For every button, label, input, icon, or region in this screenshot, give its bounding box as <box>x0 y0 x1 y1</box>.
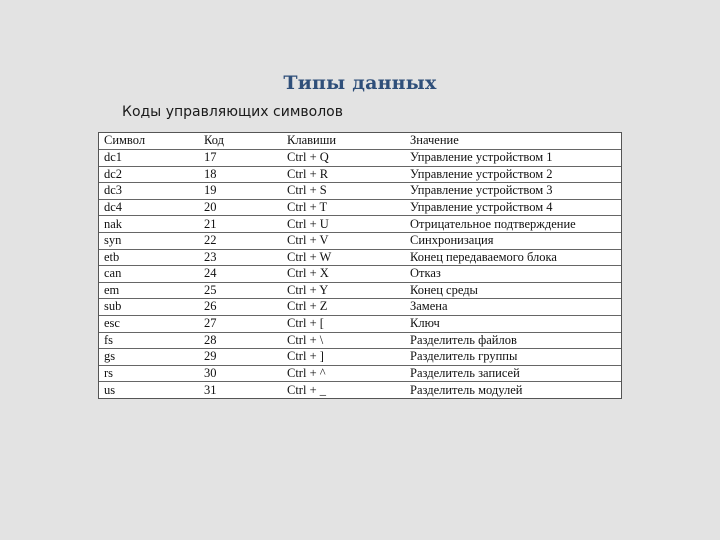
cell-keys: Ctrl + Z <box>282 299 405 316</box>
table-row <box>99 183 621 200</box>
cell-symbol: fs <box>99 332 199 349</box>
cell-symbol: us <box>99 382 199 399</box>
cell-code: 25 <box>199 282 282 299</box>
table-row <box>99 249 621 266</box>
table-row <box>99 332 621 349</box>
table-row <box>99 365 621 382</box>
cell-keys: Ctrl + Q <box>282 150 405 167</box>
table-row <box>99 216 621 233</box>
cell-meaning: Управление устройством 1 <box>405 150 621 167</box>
cell-symbol: dc1 <box>99 150 199 167</box>
cell-symbol: etb <box>99 249 199 266</box>
cell-symbol: sub <box>99 299 199 316</box>
slide-title: Типы данных <box>283 72 437 94</box>
table-row <box>99 282 621 299</box>
header-code: Код <box>204 133 224 148</box>
cell-meaning: Замена <box>405 299 621 316</box>
cell-keys: Ctrl + R <box>282 166 405 183</box>
table-row <box>99 199 621 216</box>
cell-keys: Ctrl + V <box>282 233 405 250</box>
cell-symbol: can <box>99 266 199 283</box>
cell-meaning: Разделитель записей <box>405 365 621 382</box>
cell-code: 30 <box>199 365 282 382</box>
cell-code: 19 <box>199 183 282 200</box>
table-row <box>99 233 621 250</box>
cell-meaning: Конец среды <box>405 282 621 299</box>
cell-code: 28 <box>199 332 282 349</box>
cell-keys: Ctrl + U <box>282 216 405 233</box>
table-row <box>99 382 621 399</box>
cell-keys: Ctrl + W <box>282 249 405 266</box>
cell-symbol: nak <box>99 216 199 233</box>
cell-keys: Ctrl + ^ <box>282 365 405 382</box>
header-keys: Клавиши <box>287 133 337 148</box>
cell-code: 20 <box>199 199 282 216</box>
table-row <box>99 150 621 167</box>
table-row <box>99 316 621 333</box>
cell-meaning: Разделитель группы <box>405 349 621 366</box>
table-row <box>99 166 621 183</box>
cell-keys: Ctrl + Y <box>282 282 405 299</box>
cell-symbol: rs <box>99 365 199 382</box>
cell-code: 22 <box>199 233 282 250</box>
cell-code: 27 <box>199 316 282 333</box>
cell-symbol: dc3 <box>99 183 199 200</box>
cell-code: 17 <box>199 150 282 167</box>
cell-symbol: syn <box>99 233 199 250</box>
table-row <box>99 299 621 316</box>
cell-symbol: esc <box>99 316 199 333</box>
table-row <box>99 349 621 366</box>
cell-meaning: Управление устройством 4 <box>405 199 621 216</box>
cell-symbol: gs <box>99 349 199 366</box>
cell-code: 26 <box>199 299 282 316</box>
cell-code: 23 <box>199 249 282 266</box>
control-codes-table <box>98 132 622 399</box>
cell-meaning: Конец передаваемого блока <box>405 249 621 266</box>
cell-meaning: Отрицательное подтверждение <box>405 216 621 233</box>
cell-meaning: Синхронизация <box>405 233 621 250</box>
cell-keys: Ctrl + \ <box>282 332 405 349</box>
table-header-row <box>99 133 621 150</box>
header-symbol: Символ <box>104 133 146 148</box>
header-meaning: Значение <box>410 133 459 148</box>
table-row <box>99 266 621 283</box>
cell-meaning: Разделитель модулей <box>405 382 621 399</box>
cell-symbol: dc4 <box>99 199 199 216</box>
cell-keys: Ctrl + ] <box>282 349 405 366</box>
cell-code: 21 <box>199 216 282 233</box>
cell-meaning: Управление устройством 2 <box>405 166 621 183</box>
cell-meaning: Управление устройством 3 <box>405 183 621 200</box>
cell-keys: Ctrl + [ <box>282 316 405 333</box>
cell-keys: Ctrl + T <box>282 199 405 216</box>
cell-symbol: dc2 <box>99 166 199 183</box>
cell-meaning: Отказ <box>405 266 621 283</box>
cell-keys: Ctrl + X <box>282 266 405 283</box>
cell-code: 18 <box>199 166 282 183</box>
cell-code: 29 <box>199 349 282 366</box>
cell-meaning: Разделитель файлов <box>405 332 621 349</box>
cell-code: 24 <box>199 266 282 283</box>
cell-keys: Ctrl + _ <box>282 382 405 399</box>
cell-meaning: Ключ <box>405 316 621 333</box>
cell-code: 31 <box>199 382 282 399</box>
slide-subtitle: Коды управляющих символов <box>122 104 343 120</box>
cell-keys: Ctrl + S <box>282 183 405 200</box>
cell-symbol: em <box>99 282 199 299</box>
table-body <box>99 150 621 399</box>
